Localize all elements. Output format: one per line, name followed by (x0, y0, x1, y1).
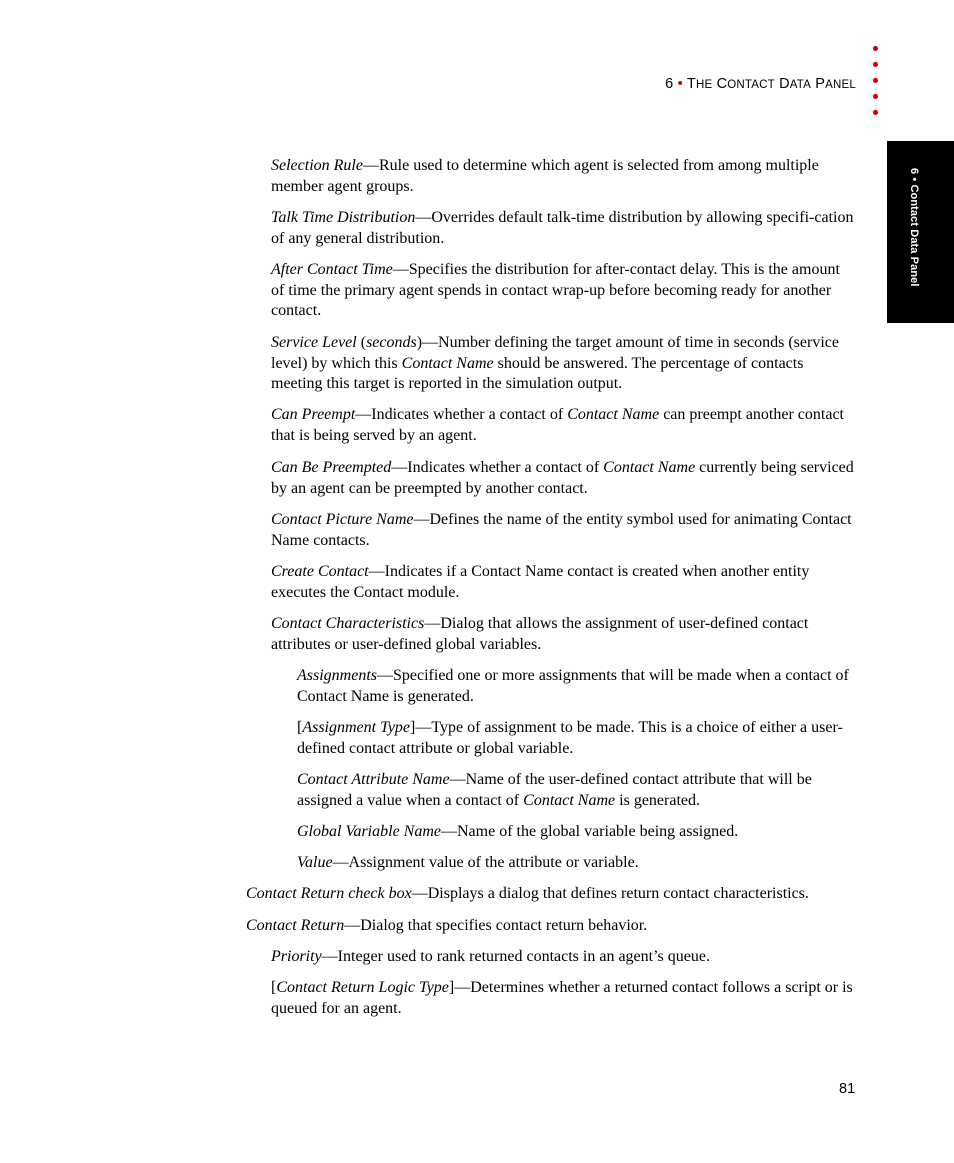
term: After Contact Time (271, 261, 393, 278)
chapter-side-tab (887, 141, 954, 323)
dot-icon (873, 110, 878, 115)
definition-service-level: Service Level (seconds)—Number defining the target amount of time in seconds (service level) by which this Contact Name should be answered. The percentage of contacts meeting this target is reported in the simulation output. (271, 334, 839, 392)
running-header (665, 76, 856, 92)
dot-icon (873, 46, 878, 51)
definition-priority: Priority—Integer used to rank returned contacts in an agent’s queue. (271, 948, 710, 965)
definition-contact-attribute-name: Contact Attribute Name—Name of the user-defined contact attribute that will be assigned a value when a contact of Contact Name is generated. (297, 771, 812, 809)
dot-icon (873, 62, 878, 67)
page-number: 81 (839, 1081, 856, 1097)
term: Assignment Type (302, 719, 411, 736)
definition-create-contact: Create Contact—Indicates if a Contact Name contact is created when another entity executes the Contact module. (271, 563, 810, 601)
definition-contact-characteristics: Contact Characteristics—Dialog that allows the assignment of user-defined contact attributes or user-defined global variables. (271, 615, 809, 653)
side-tab-label: 6 • Contact Data Panel (908, 168, 920, 287)
definition-contact-picture-name: Contact Picture Name—Defines the name of the entity symbol used for animating Contact Name contacts. (271, 511, 852, 549)
term: Selection Rule (271, 157, 363, 174)
term: Priority (271, 948, 322, 965)
definition-contact-return: Contact Return—Dialog that specifies contact return behavior. (246, 917, 648, 934)
term: Value (297, 854, 333, 871)
term: Create Contact (271, 563, 369, 580)
term: Can Preempt (271, 406, 356, 423)
term: Contact Return Logic Type (276, 979, 449, 996)
term: Assignments (297, 667, 377, 684)
definition-assignments: Assignments—Specified one or more assignments that will be made when a contact of Contact Name is generated. (297, 667, 849, 705)
definition-can-preempt: Can Preempt—Indicates whether a contact of Contact Name can preempt another contact that is being served by an agent. (271, 406, 844, 444)
definition-value: Value—Assignment value of the attribute or variable. (297, 854, 639, 871)
chapter-title: THE CONTACT DATA PANEL (686, 76, 856, 92)
term: Can Be Preempted (271, 459, 392, 476)
definition-selection-rule: Selection Rule—Rule used to determine which agent is selected from among multiple member agent groups. (271, 157, 819, 195)
dot-icon (873, 94, 878, 99)
term: Service Level (271, 334, 357, 351)
definition-assignment-type: [Assignment Type]—Type of assignment to be made. This is a choice of either a user-defined contact attribute or global variable. (297, 719, 843, 757)
definition-contact-return-logic-type: [Contact Return Logic Type]—Determines whether a returned contact follows a script or is queued for an agent. (271, 979, 853, 1017)
term: Global Variable Name (297, 823, 441, 840)
definition-contact-return-check-box: Contact Return check box—Displays a dialog that defines return contact characteristics. (246, 885, 809, 902)
term: Contact Characteristics (271, 615, 425, 632)
definition-can-be-preempted: Can Be Preempted—Indicates whether a contact of Contact Name currently being serviced by an agent can be preempted by another contact. (271, 459, 854, 497)
dot-icon (873, 78, 878, 83)
header-bullet: • (677, 76, 683, 92)
definition-after-contact-time: After Contact Time—Specifies the distribution for after-contact delay. This is the amount of time the primary agent spends in contact wrap-up before becoming ready for another contact. (271, 261, 840, 319)
term: Contact Picture Name (271, 511, 414, 528)
definition-talk-time-distribution: Talk Time Distribution—Overrides default talk-time distribution by allowing specifi-cation of any general distribution. (271, 209, 854, 247)
term: Contact Attribute Name (297, 771, 450, 788)
term: Contact Return (246, 917, 345, 934)
chapter-number: 6 (665, 76, 674, 92)
term: Contact Return check box (246, 885, 412, 902)
definition-global-variable-name: Global Variable Name—Name of the global variable being assigned. (297, 823, 739, 840)
term: Talk Time Distribution (271, 209, 416, 226)
margin-dots-decoration (873, 46, 881, 126)
